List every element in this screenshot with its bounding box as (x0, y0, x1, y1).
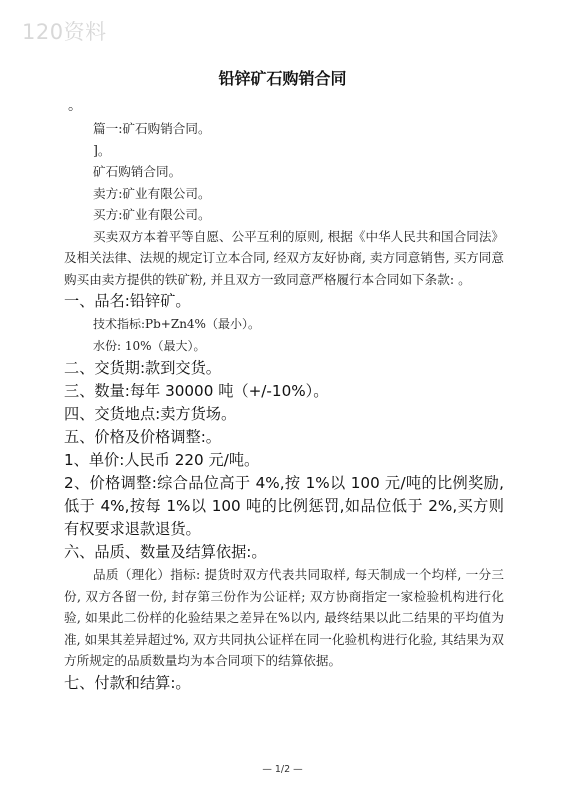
section-heading-2: 二、交货期:款到交货。 (64, 359, 221, 377)
document-title: 铅锌矿石购销合同 (218, 69, 347, 88)
section-heading-5: 五、价格及价格调整:。 (64, 428, 221, 446)
preamble-paragraph: 买卖双方本着平等自愿、公平互利的原则, 根据《中华人民共和国合同法》及相关法律、法规的规定订立本合同, 经双方友好协商, 卖方同意销售, 买方同意购买由卖方提供的铁矿粉, 并且双方一致同意严格履行本合同如下条款: 。 (64, 228, 505, 287)
page-number: — 1/2 — (262, 764, 303, 775)
buyer-line: 买方:矿业有限公司。 (93, 207, 211, 222)
spec-line: 技术指标:Pb+Zn4%（最小）。 (93, 317, 260, 331)
section-heading-6: 六、品质、数量及结算依据:。 (64, 543, 267, 561)
price-item-1: 1、单价:人民币 220 元/吨。 (64, 451, 260, 469)
price-item-2: 2、价格调整:综合品位高于 4%,按 1%以 100 元/吨的比例奖励,低于 4%,按每 1%以 100 吨的比例惩罚,如品位低于 2%,买方则有权要求退款退货。 (64, 474, 504, 538)
intro-line: 篇一:矿石购销合同。 (93, 121, 211, 136)
section-heading-3: 三、数量:每年 30000 吨（+/-10%）。 (64, 382, 329, 400)
document-body (64, 96, 504, 695)
intro-line: ]。 (93, 142, 111, 158)
bullet-mark: 。 (68, 98, 82, 114)
section-heading-1: 一、品名:铅锌矿。 (64, 292, 191, 310)
intro-line: 矿石购销合同。 (93, 164, 182, 179)
section-heading-7: 七、付款和结算:。 (64, 673, 191, 692)
seller-line: 卖方:矿业有限公司。 (93, 185, 211, 201)
watermark-logo: 120资料 (22, 20, 107, 44)
spec-line: 水份: 10%（最大）。 (93, 339, 206, 353)
quality-paragraph: 品质（理化）指标: 提货时双方代表共同取样, 每天制成一个均样, 一分三份, 双方各留一份, 封存第三份作为公证样; 双方协商指定一家检验机构进行化验, 如果此二份样的化验结果之差异在%以内, 最终结果以此二结果的平均值为准, 如果其差异超过%, 双方共同执公证样在同一化验机构进行化验, 其结果为双方所规定的品质数量均为本合同项下的结算依据。 (64, 567, 504, 668)
section-heading-4: 四、交货地点:卖方货场。 (64, 405, 237, 423)
